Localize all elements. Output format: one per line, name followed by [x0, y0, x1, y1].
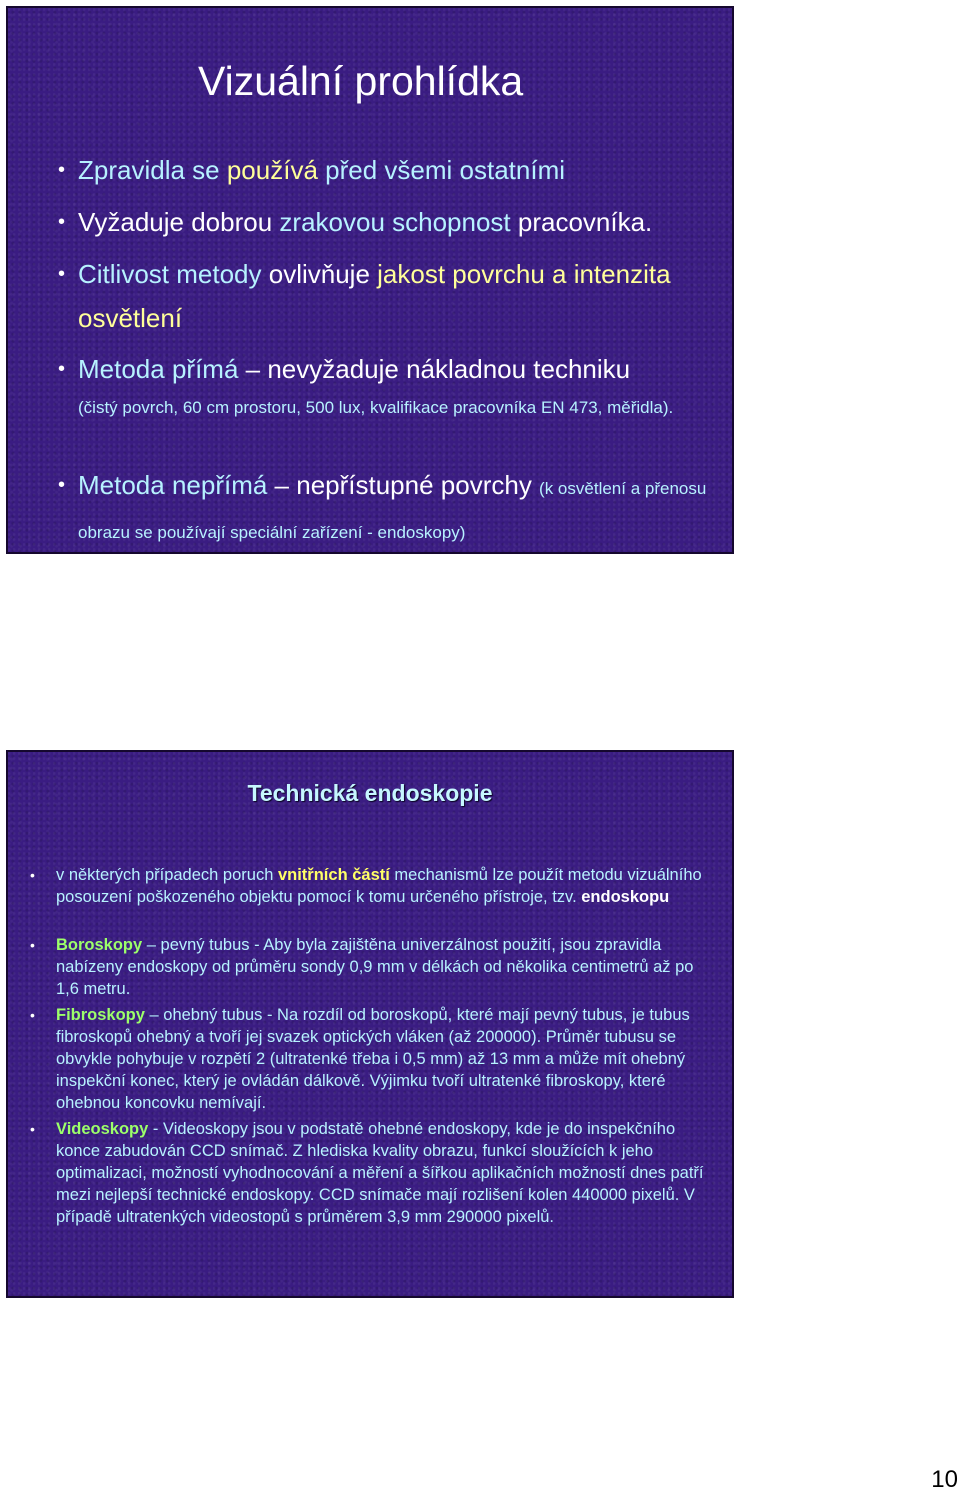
slide-visual-inspection: [6, 6, 734, 554]
bullet-text-highlight: používá: [226, 155, 326, 185]
page-number: 10: [931, 1466, 958, 1493]
bullet-text-highlight: jakost povrchu a intenzita osvětlení: [78, 259, 671, 333]
bullet-icon: •: [30, 1007, 35, 1023]
bullet-item: [30, 864, 716, 908]
slide-title: Technická endoskopie: [247, 780, 493, 806]
bullet-item: [30, 934, 716, 1000]
bullet-icon: •: [58, 263, 66, 285]
bullet-text: – pevný tubus - Aby byla zajištěna univerzálnost použití, jsou zpravidla nabízeny endoskopy od průměru sondy 0,9 mm v délkách od několika centimetrů až po 1,6 metru.: [56, 936, 694, 998]
bullet-icon: •: [30, 867, 35, 883]
bullet-term: Fibroskopy: [56, 1006, 145, 1024]
bullet-text: Zpravidla se: [78, 155, 227, 185]
bullet-icon: •: [58, 211, 66, 233]
bullet-text: ovlivňuje: [268, 259, 378, 289]
bullet-text-highlight: vnitřních částí: [277, 866, 390, 884]
bullet-text: – nepřístupné povrchy: [267, 470, 540, 500]
bullet-term: Boroskopy: [56, 936, 143, 954]
bullet-text: Vyžaduje dobrou: [78, 207, 280, 237]
bullet-text: - Videoskopy jsou v podstatě ohebné endoskopy, kde je do inspekčního konce zabudován CCD snímač. Z hlediska kvality obrazu, funkcí sloužících k jeho optimalizaci, možností vyhodnocování a měření a šířkou aplikačních možností dnes patří mezi nejlepší technické endoskopy. CCD snímače mají rozlišení kolen 440000 pixelů. V případě ultratenkých videostopů s průměrem 3,9 mm 290000 pixelů.: [56, 1120, 704, 1226]
bullet-icon: •: [58, 159, 66, 181]
bullet-item: [58, 347, 728, 423]
bullet-term: Videoskopy: [56, 1120, 149, 1138]
slide-title: Vizuální prohlídka: [198, 58, 524, 104]
bullet-item: [58, 148, 728, 192]
bullet-text-highlight: endoskopu: [581, 888, 670, 906]
bullet-subtext: (čistý povrch, 60 cm prostoru, 500 lux, kvalifikace pracovníka EN 473, měřidla).: [78, 398, 674, 417]
bullet-icon: •: [30, 1121, 35, 1137]
bullet-text: – ohebný tubus - Na rozdíl od boroskopů, které mají pevný tubus, je tubus fibroskopů ohebný a tvoří jej svazek optických vláken (až 200000). Průměr tubusu se obvykle pohybuje v rozpětí 2 (ultratenké třeba i 0,5 mm) až 13 mm a může mít ohebný inspekční konec, který je ovládán dálkově. Výjimku tvoří ultratenké fibroskopy, které ohebnou koncovku nemívají.: [56, 1006, 690, 1112]
bullet-item: [58, 200, 728, 244]
bullet-text: pracovníka.: [510, 207, 653, 237]
bullet-item: [30, 1118, 716, 1228]
bullet-text: mechanismů lze použít metodu vizuálního posouzení poškozeného objektu pomocí k tomu určeného přístroje, tzv.: [56, 866, 702, 906]
bullet-subtext: (k osvětlení a přenosu obrazu se používají speciální zařízení - endoskopy): [78, 479, 707, 542]
bullet-item: [58, 252, 728, 340]
bullet-item: [30, 1004, 716, 1114]
bullet-text: před všemi ostatními: [325, 155, 566, 185]
bullet-item: [58, 463, 728, 551]
bullet-icon: •: [58, 358, 66, 380]
bullet-text-highlight: Metoda přímá: [78, 354, 239, 384]
bullet-text-highlight: zrakovou schopnost: [279, 207, 511, 237]
bullet-text: – nevyžaduje nákladnou techniku: [238, 354, 631, 384]
bullet-icon: •: [58, 474, 66, 496]
bullet-text-highlight: Metoda nepřímá: [78, 470, 268, 500]
slide-technical-endoscopy: [6, 750, 734, 1298]
bullet-icon: •: [30, 937, 35, 953]
bullet-text: v některých případech poruch: [56, 866, 278, 884]
bullet-text: Citlivost metody: [78, 259, 269, 289]
